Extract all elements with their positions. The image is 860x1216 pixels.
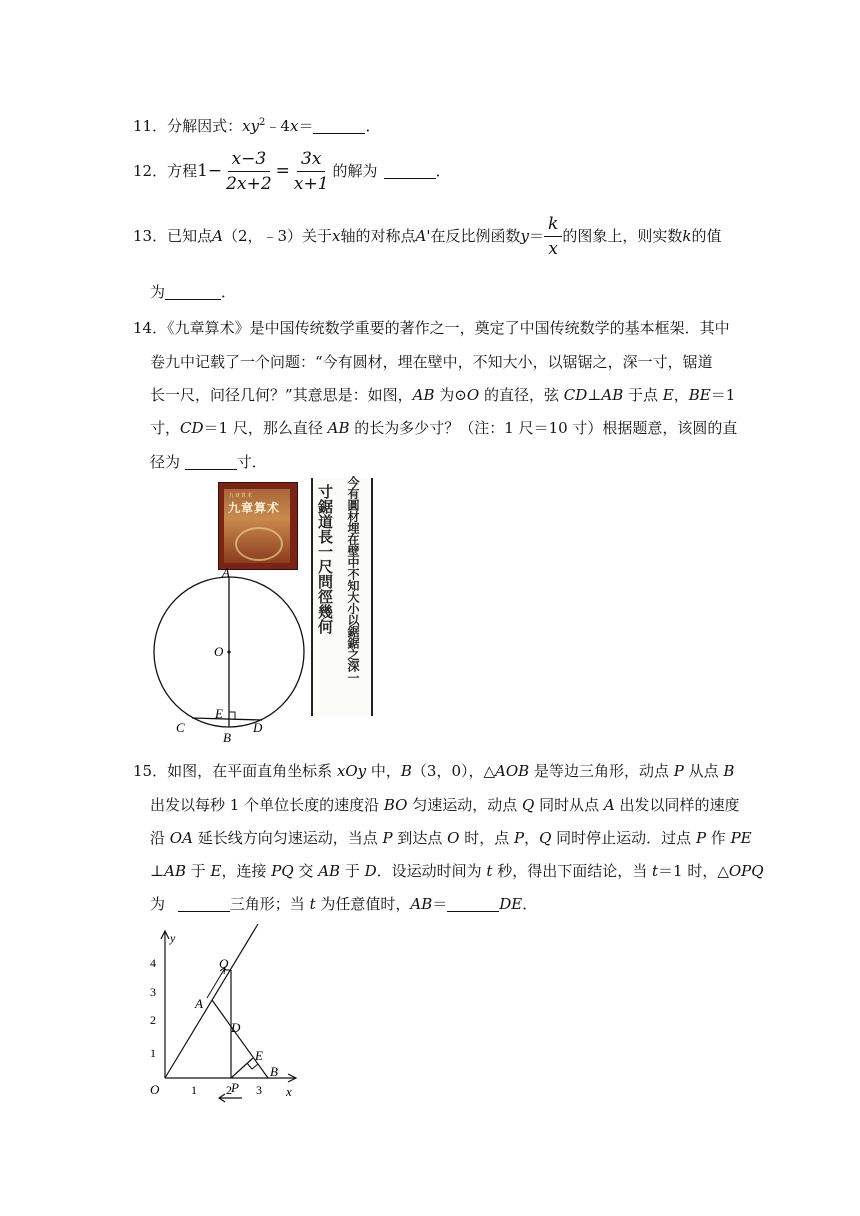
q14-text: 径为 — [150, 453, 185, 471]
question-number: 13． — [133, 227, 168, 245]
label-E: E — [255, 1048, 263, 1063]
axis-x-label: x — [286, 1084, 292, 1099]
label-D: D — [253, 720, 263, 735]
q15-point-B: B — [400, 762, 412, 780]
q15-text: 秒，得出下面结论，当 — [492, 862, 652, 880]
center-dot — [227, 650, 230, 653]
q14-point-E: E — [662, 386, 674, 404]
fraction-denominator: x+1 — [293, 173, 329, 194]
q13-text: 在反比例函数 — [430, 227, 521, 245]
q15-text: ＝ — [432, 895, 448, 913]
q12-one-minus: 1− — [197, 161, 223, 181]
q15-segment-AB: AB — [410, 895, 433, 913]
q14-text: 寸． — [236, 453, 267, 471]
q14-text: 《九章算术》是中国传统数学重要的著作之一，奠定了中国传统数学的基本框架．其中 — [167, 319, 730, 337]
y-tick-2: 2 — [150, 1013, 156, 1027]
q15-text: 从点 — [683, 762, 724, 780]
coordinate-diagram — [140, 920, 310, 1105]
label-B: B — [270, 1064, 278, 1079]
q15-triangle-AOB: AOB — [495, 762, 530, 780]
answer-blank — [447, 897, 499, 912]
q15-text: 沿 — [150, 829, 170, 847]
q15-point-P: P — [382, 829, 393, 847]
q13-text: 已知点 — [167, 227, 213, 245]
y-tick-1: 1 — [150, 1046, 156, 1060]
q14-text: 于点 — [623, 386, 663, 404]
question-12 — [133, 148, 451, 194]
q15-segment-BO: BO — [383, 796, 408, 814]
q14-text: ＝1 尺，那么直径 — [203, 419, 328, 437]
fraction-numerator: x−3 — [228, 149, 271, 172]
y-tick-3: 3 — [150, 985, 156, 999]
question-15-line-5 — [150, 894, 537, 914]
answer-blank — [185, 455, 237, 470]
q14-text: 为⊙ — [434, 386, 467, 404]
circle-diagram — [140, 560, 320, 748]
question-15-line-4 — [150, 861, 764, 881]
q12-period: ． — [435, 162, 451, 180]
q13-text: 的图象上，则实数 — [562, 227, 683, 245]
q11-equals: ＝ — [298, 117, 314, 135]
right-angle-mark-E — [247, 1063, 258, 1069]
q13-var-k: k — [682, 227, 692, 245]
q11-minus-4: ﹣4 — [265, 117, 290, 135]
book-small-title: 九章算术 — [229, 493, 254, 499]
question-15-line-3 — [150, 828, 752, 848]
q13-text: 为 — [150, 283, 166, 301]
question-14-line-1 — [133, 318, 730, 338]
label-C: C — [176, 720, 185, 735]
q15-text: 到达点 — [392, 829, 448, 847]
question-14-line-5 — [150, 452, 267, 472]
q15-point-Q: Q — [522, 796, 535, 814]
label-O: O — [150, 1082, 160, 1097]
x-tick-2: 2 — [226, 1083, 232, 1097]
q15-point-P: P — [695, 829, 707, 847]
scroll-column-1: 今有圓材埋在壁中不知大小以鋸鋸之深一 — [346, 476, 360, 683]
x-tick-1: 1 — [191, 1083, 197, 1097]
q15-text: 同时停止运动．过点 — [551, 829, 696, 847]
axis-y-label: y — [170, 931, 176, 945]
q11-text: 分解因式： — [167, 117, 243, 135]
ancient-text-scroll — [311, 478, 373, 716]
answer-blank — [384, 164, 436, 179]
q15-text: 交 — [293, 862, 319, 880]
fraction-numerator: 3x — [297, 149, 325, 172]
q15-text: 为任意值时， — [315, 895, 411, 913]
q14-segment-BE: BE — [688, 386, 711, 404]
label-A: A — [195, 996, 203, 1011]
q15-text: ．设运动时间为 — [376, 862, 487, 880]
q15-triangle-OPQ: OPQ — [728, 862, 764, 880]
q15-text: 为 — [150, 895, 170, 913]
book-emblem-icon — [235, 527, 283, 561]
q15-text: ， — [524, 829, 540, 847]
label-Q: Q — [219, 956, 229, 971]
question-13-line-2 — [150, 282, 236, 302]
q13-var-x: x — [332, 227, 341, 245]
q13-text: 的值 — [691, 227, 722, 245]
q15-text: 出发以每秒 1 个单位长度的速度沿 — [150, 796, 384, 814]
q15-var-t: t — [309, 895, 316, 913]
q14-segment-AB: AB — [327, 419, 350, 437]
q15-point-Q: Q — [539, 829, 552, 847]
question-14-line-3 — [150, 385, 735, 405]
q12-fraction-2 — [290, 149, 333, 194]
q15-text: 作 — [706, 829, 731, 847]
q15-segment-OA: OA — [169, 829, 193, 847]
book-cover-image — [218, 482, 298, 570]
fraction-denominator: 2x+2 — [226, 173, 272, 194]
segment-PE — [231, 1058, 253, 1078]
q11-exponent: 2 — [259, 117, 266, 128]
q14-text: 的长为多少寸？（注：1 尺＝10 寸）根据题意，该圆的直 — [349, 419, 738, 437]
label-D: D — [231, 1020, 241, 1035]
question-13-line-1 — [133, 213, 721, 259]
q14-text: 寸， — [150, 419, 181, 437]
q14-text: 卷九中记载了一个问题：“今有圆材，埋在壁中，不知大小，以锯锯之，深一寸，锯道 — [150, 353, 713, 371]
q15-point-A: A — [603, 796, 615, 814]
label-P: P — [231, 1080, 239, 1095]
answer-blank — [178, 897, 230, 912]
question-14-line-4 — [150, 418, 737, 438]
q15-text: 三角形；当 — [229, 895, 310, 913]
q15-segment-AB: AB — [164, 862, 186, 880]
book-title: 九章算术 — [228, 501, 281, 515]
question-11 — [133, 113, 380, 136]
y-tick-4: 4 — [150, 956, 156, 970]
q15-text: ＝1 时，△ — [658, 862, 729, 880]
q13-period: ． — [221, 283, 237, 301]
chord-CD — [192, 718, 262, 720]
q15-text: ，连接 — [221, 862, 272, 880]
label-B: B — [223, 730, 231, 745]
q15-text: 是等边三角形，动点 — [529, 762, 674, 780]
q14-text: 长一尺，问径几何？”其意思是：如图， — [150, 386, 413, 404]
q15-text: 出发以同样的速度 — [614, 796, 740, 814]
q15-point-O: O — [447, 829, 460, 847]
q13-fraction — [544, 214, 562, 259]
scroll-column-2: 寸鋸道長一尺問徑幾何 — [316, 484, 334, 634]
fraction-numerator: k — [544, 214, 562, 237]
q12-fraction-1 — [222, 149, 275, 194]
q11-expr-xy: xy — [242, 117, 260, 135]
q15-text: 于 — [340, 862, 365, 880]
q15-var-t: t — [651, 862, 659, 880]
q11-period: ． — [365, 117, 381, 135]
q14-segment-CD: CD — [180, 419, 204, 437]
label-E: E — [215, 706, 223, 721]
q15-point-P: P — [513, 829, 525, 847]
q13-text: （2，﹣3）关于 — [222, 227, 333, 245]
q15-segment-AB: AB — [318, 862, 341, 880]
q15-text: 时，点 — [459, 829, 514, 847]
question-15-line-2 — [150, 795, 740, 815]
question-number: 15． — [133, 762, 168, 780]
answer-blank — [313, 119, 365, 134]
q15-text: 同时从点 — [534, 796, 604, 814]
q14-segment-AB: AB — [412, 386, 435, 404]
q15-text: 如图，在平面直角坐标系 — [167, 762, 337, 780]
q13-point-A-prime: A' — [415, 227, 431, 245]
q12-equals: = — [275, 161, 290, 181]
q14-segment-CD: CD — [563, 386, 588, 404]
q15-text: （3，0），△ — [411, 762, 496, 780]
q14-text: ， — [673, 386, 689, 404]
q12-suffix: 的解为 — [332, 162, 378, 180]
side-AB — [212, 1000, 268, 1078]
q15-point-P: P — [673, 762, 684, 780]
x-tick-3: 3 — [256, 1083, 262, 1097]
q12-prefix: 方程 — [167, 162, 198, 180]
q15-segment-DE: DE — [499, 895, 523, 913]
q15-text: ． — [522, 895, 538, 913]
q14-perp: ⊥ — [587, 386, 602, 404]
q15-point-D: D — [364, 862, 377, 880]
ray-OA-extension — [165, 924, 258, 1078]
q15-perp: ⊥ — [150, 862, 165, 880]
q13-text: 轴的对称点 — [340, 227, 416, 245]
question-number: 14． — [133, 319, 168, 337]
q15-segment-PQ: PQ — [271, 862, 294, 880]
q15-text: 中， — [366, 762, 401, 780]
q15-point-E: E — [210, 862, 222, 880]
question-number: 12． — [133, 162, 168, 180]
q15-text: 匀速运动，动点 — [407, 796, 523, 814]
fraction-denominator: x — [548, 238, 558, 259]
q14-text: 的直径，弦 — [479, 386, 564, 404]
q13-var-y: y — [520, 227, 529, 245]
q13-equals: ＝ — [529, 227, 545, 245]
q15-system: xOy — [336, 762, 367, 780]
q15-text: 延长线方向匀速运动，当点 — [192, 829, 383, 847]
q11-expr-x: x — [289, 117, 299, 135]
q15-point-B: B — [723, 762, 735, 780]
q15-segment-PE: PE — [730, 829, 752, 847]
question-15-line-1 — [133, 761, 734, 781]
q13-point-A: A — [212, 227, 223, 245]
q14-text: ＝1 — [710, 386, 736, 404]
answer-blank — [165, 285, 221, 300]
q14-point-O: O — [466, 386, 480, 404]
label-O: O — [214, 644, 224, 659]
question-number: 11． — [133, 117, 168, 135]
q15-text: 于 — [185, 862, 211, 880]
q15-var-t: t — [486, 862, 493, 880]
label-A: A — [222, 565, 230, 580]
question-14-line-2 — [150, 352, 713, 372]
q14-segment-AB: AB — [601, 386, 624, 404]
